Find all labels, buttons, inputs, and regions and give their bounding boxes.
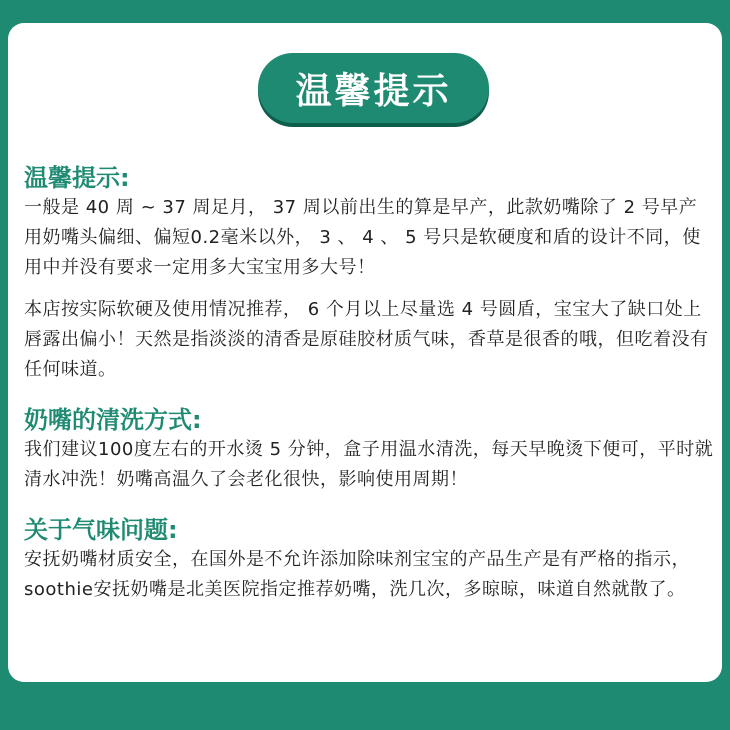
content-area <box>24 163 714 605</box>
tips-paragraph-2: 本店按实际软硬及使用情况推荐， 6 个月以上尽量选 4 号圆盾，宝宝大了缺口处上唇露出偏小！天然是指淡淡的清香是原硅胶材质气味，香草是很香的哦，但吃着没有任何味道。 <box>24 299 709 380</box>
odor-paragraph: 安抚奶嘴材质安全，在国外是不允许添加除味剂宝宝的产品生产是有严格的指示，soothie安抚奶嘴是北美医院指定推荐奶嘴，洗几次，多晾晾，味道自然就散了。 <box>24 549 690 600</box>
cleaning-paragraph: 我们建议100度左右的开水烫 5 分钟，盒子用温水清洗，每天早晚烫下便可，平时就清水冲洗！奶嘴高温久了会老化很快，影响使用周期！ <box>24 439 714 490</box>
section-heading-cleaning: 奶嘴的清洗方式: <box>24 406 202 434</box>
section-heading-odor: 关于气味问题: <box>24 516 178 544</box>
banner-title: 温馨提示 <box>295 70 452 112</box>
section-heading-tips: 温馨提示: <box>24 164 130 192</box>
title-banner <box>258 53 489 123</box>
info-card <box>8 23 722 682</box>
tips-paragraph-1: 一般是 40 周 ~ 37 周足月， 37 周以前出生的算是早产，此款奶嘴除了 2 号早产用奶嘴头偏细、偏短0.2毫米以外， 3 、 4 、 5 号只是软硬度和盾的设计不同，使用中并没有要求一定用多大宝宝用多大号！ <box>24 197 701 278</box>
